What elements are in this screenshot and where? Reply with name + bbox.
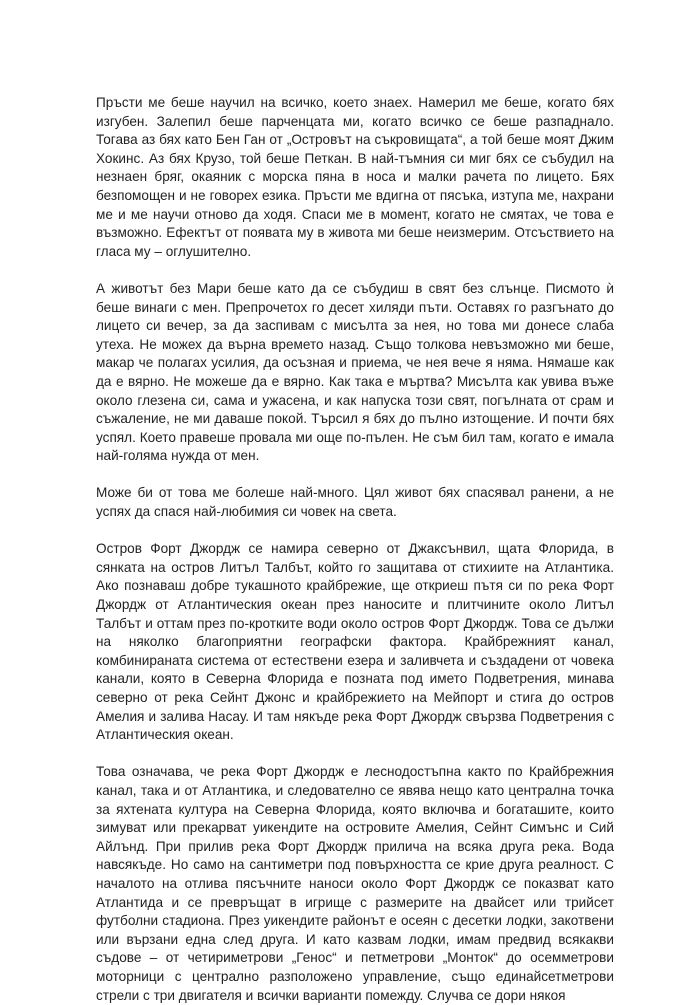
paragraph: Може би от това ме болеше най-много. Цял живот бях спасявал ранени, а не успях да спася най-любимия си човек на света.	[96, 485, 614, 520]
paragraph: Това означава, че река Форт Джордж е леснодостъпна както по Крайбрежния канал, така и от Атлантика, и следователно се явява нещо като централна точка за яхтената култура на Северна Флорида, която включва и богаташите, които зимуват или прекарват уикендите на островите Амелия, Сейнт Симънс и Сий Айлънд. При прилив река Форт Джордж прилича на всяка друга река. Вода навсякъде. Но само на сантиметри под повърхността се крие друга реалност. С началото на отлива пясъчните наноси около Форт Джордж се показват като Атлантида и се превръщат в игрище с размерите на двайсет или трийсет футболни стадиона. През уикендите районът е осеян с десетки лодки, закотвени или вързани една след друга. И като казвам лодки, имам предвид всякакви съдове – от четириметрови „Генос“ и петметрови „Монток“ до осемметрови моторници с централно разположено управление, също единайсетметрови стрели с три двигателя и всички варианти помежду. Случва се дори някоя	[96, 764, 614, 1003]
body-text	[96, 94, 614, 1005]
paragraph: А животът без Мари беше като да се събудиш в свят без слънце. Писмото ѝ беше винаги с мен. Препрочетох го десет хиляди пъти. Оставях го разгънато до лицето си вечер, за да заспивам с мисълта за нея, но това ми донесе слаба утеха. Не можех да върна времето назад. Също толкова невъзможно ми беше, макар че полагах усилия, да осъзная и приема, че нея вече я няма. Нямаше как да е вярно. Не можеше да е вярно. Как така е мъртва? Мисълта как увива въже около глезена си, сама и ужасена, и как напуска този свят, погълната от срам и съжаление, не ми даваше покой. Търсил я бях до пълно изтощение. И почти бях успял. Което правеше провала ми още по-пълен. Не съм бил там, когато е имала най-голяма нужда от мен.	[96, 280, 614, 464]
paragraph: Остров Форт Джордж се намира северно от Джаксънвил, щата Флорида, в сянката на остров Литъл Талбът, който го защитава от стихиите на Атлантика. Ако познаваш добре тукашното крайбрежие, ще откриеш пътя си по река Форт Джордж от Атлантическия океан през наносите и плитчините около Литъл Талбът и оттам през по-кротките води около остров Форт Джордж. Това се дължи на няколко благоприятни географски фактора. Крайбрежният канал, комбинираната система от естествени езера и заливчета и създадени от човека канали, която в Северна Флорида е позната под името Подветрения, минава северно от река Сейнт Джонс и крайбрежието на Мейпорт и стига до остров Амелия и залива Насау. И там някъде река Форт Джордж свързва Подветрения с Атлантическия океан.	[96, 541, 614, 743]
paragraph: Пръсти ме беше научил на всичко, което знаех. Намерил ме беше, когато бях изгубен. Залепил беше парченцата ми, когато всичко се беше разпаднало. Тогава аз бях като Бен Ган от „Островът на съкровищата“, а той беше моят Джим Хокинс. Аз бях Крузо, той беше Петкан. В най-тъмния си миг бях се събудил на незнаен бряг, окаяник с морска пяна в носа и малки рачета по лицето. Бях безпомощен и не говорех езика. Пръсти ме вдигна от пясъка, изтупа ме, нахрани ме и ме научи отново да ходя. Спаси ме в момент, когато не смятах, че това е възможно. Ефектът от появата му в живота ми беше неизмерим. Отсъствието на гласа му – оглушително.	[96, 95, 614, 259]
